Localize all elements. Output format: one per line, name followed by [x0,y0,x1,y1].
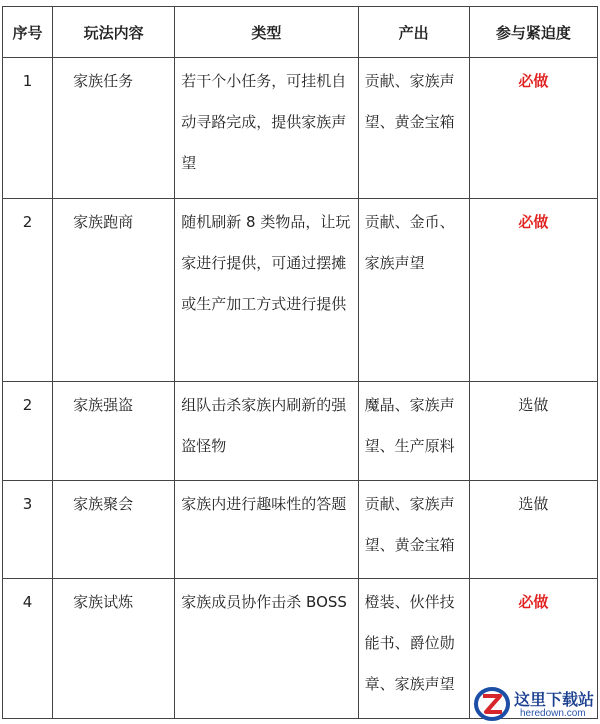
row-type: 若干个小任务，可挂机自动寻路完成，提供家族声望 [181,72,347,172]
row-name: 家族任务 [73,72,134,90]
row-name: 家族跑商 [73,213,134,231]
row-type: 组队击杀家族内刷新的强盗怪物 [181,396,347,455]
row-output: 贡献、金币、家族声望 [364,213,455,272]
row-type: 随机刷新 8 类物品，让玩家进行提供，可通过摆摊或生产加工方式进行提供 [181,213,351,313]
gameplay-table [2,6,598,719]
watermark [470,684,600,724]
table-row [3,382,598,481]
header-number: 序号 [3,7,53,58]
header-content: 玩法内容 [53,7,175,58]
site-logo-icon [474,686,510,722]
row-name: 家族聚会 [73,495,134,513]
row-number: 3 [22,495,33,513]
header-type: 类型 [175,7,358,58]
table-row [3,199,598,382]
row-number: 2 [22,213,33,231]
watermark-url: heredown.com [520,708,586,719]
row-number: 1 [22,72,33,90]
row-name: 家族试炼 [73,593,134,611]
watermark-title: 这里下载站 [514,690,595,709]
row-urgency: 必做 [518,213,549,231]
row-output: 橙装、伙伴技能书、爵位勋章、家族声望 [364,593,455,693]
row-urgency: 必做 [518,72,549,90]
row-urgency: 选做 [518,495,549,513]
row-urgency: 必做 [518,593,549,611]
row-number: 4 [22,593,33,611]
row-type: 家族内进行趣味性的答题 [181,495,347,513]
row-type: 家族成员协作击杀 BOSS [181,593,347,611]
header-urgency: 参与紧迫度 [469,7,597,58]
row-output: 魔晶、家族声望、生产原料 [364,396,455,455]
row-number: 2 [22,396,33,414]
row-urgency: 选做 [518,396,549,414]
row-output: 贡献、家族声望、黄金宝箱 [364,72,455,131]
table-header-row [3,7,598,58]
table-row [3,481,598,579]
row-name: 家族强盗 [73,396,134,414]
table-row [3,58,598,199]
header-output: 产出 [358,7,469,58]
row-output: 贡献、家族声望、黄金宝箱 [364,495,455,554]
